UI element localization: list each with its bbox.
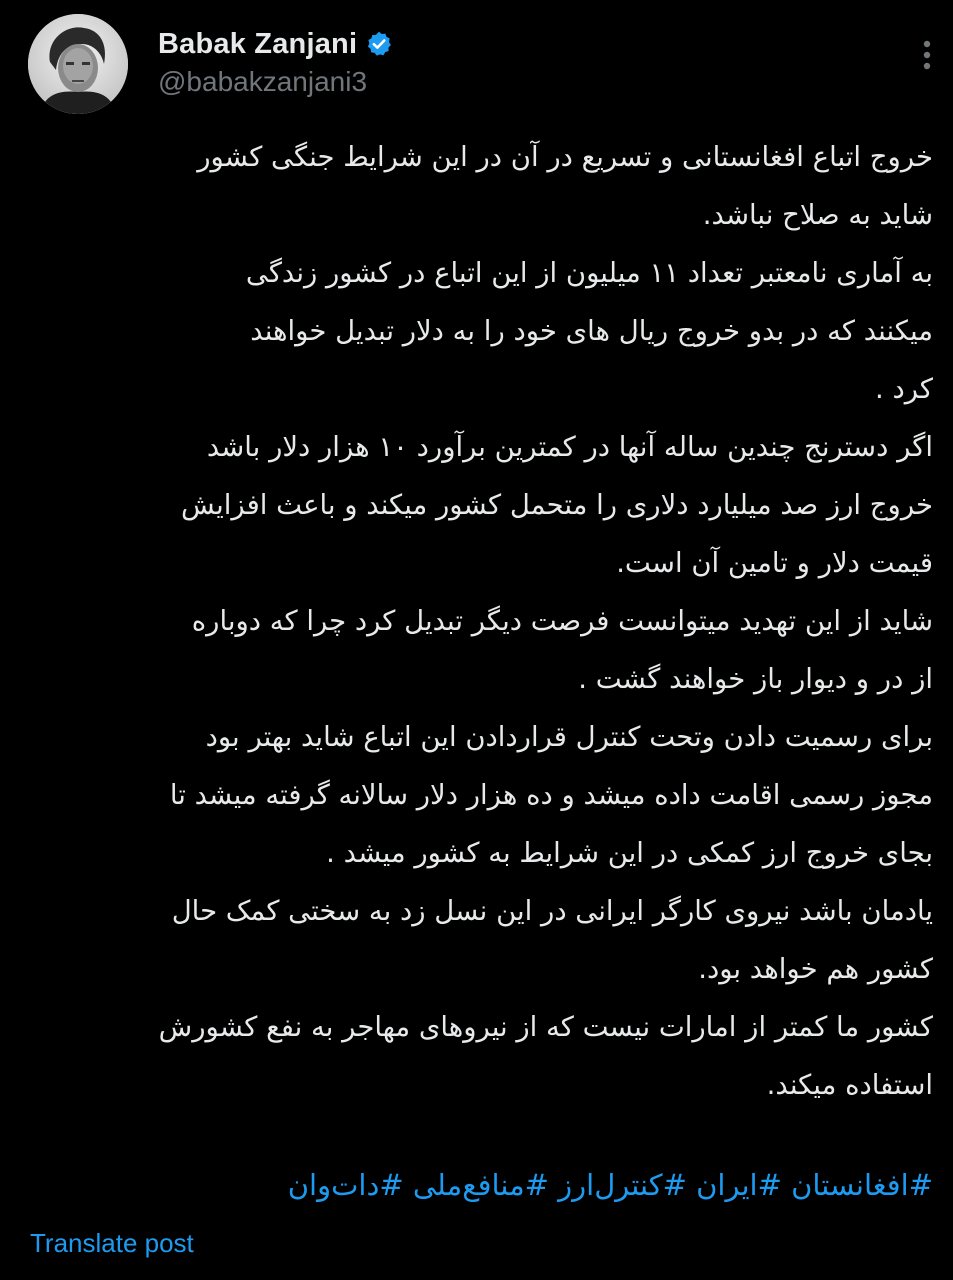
post-line: قیمت دلار و تامین آن است. [616, 547, 933, 579]
post-line: برای رسمیت دادن وتحت کنترل قراردادن این اتباع شاید بهتر بود [205, 721, 933, 753]
user-info[interactable] [158, 24, 393, 98]
display-name-row [158, 24, 393, 64]
post-line: خروج ارز صد میلیارد دلاری را متحمل کشور میکند و باعث افزایش [181, 489, 933, 521]
hashtag-link[interactable]: #ایران [696, 1168, 782, 1202]
translate-post-link[interactable]: Translate post [30, 1228, 194, 1258]
user-handle[interactable]: @babakzanjani3 [158, 66, 368, 97]
post-line: اگر دسترنج چندین ساله آنها در کمترین برآورد ۱۰ هزار دلار باشد [206, 431, 933, 463]
hashtag-link[interactable]: #منافع‌ملی [412, 1168, 549, 1202]
post-line: بجای خروج ارز کمکی در این شرایط به کشور میشد . [326, 837, 933, 869]
post-line: شاید به صلاح نباشد. [702, 199, 933, 231]
avatar-photo [28, 14, 128, 114]
post-line: کشور ما کمتر از امارات نیست که از نیروهای مهاجر به نفع کشورش [158, 1011, 933, 1043]
post-line: استفاده میکند. [766, 1069, 933, 1101]
post-line: کشور هم خواهد بود. [698, 953, 933, 985]
post-line: یادمان باشد نیروی کارگر ایرانی در این نسل زد به سختی کمک حال [171, 895, 933, 927]
hashtag-link[interactable]: #کنترل‌ارز [558, 1168, 687, 1202]
post-line: شاید از این تهدید میتوانست فرصت دیگر تبدیل کرد چرا که دوباره [191, 605, 933, 637]
hashtag-list [20, 1156, 933, 1214]
post-text [20, 128, 933, 1114]
post-line: از در و دیوار باز خواهند گشت . [578, 663, 933, 695]
post-line: مجوز رسمی اقامت داده میشد و ده هزار دلار سالانه گرفته میشد تا [169, 779, 933, 811]
post-line: کرد . [875, 373, 933, 405]
post-header [28, 14, 940, 114]
display-name[interactable]: Babak Zanjani [158, 27, 358, 60]
post-line: خروج اتباع افغانستانی و تسریع در آن در این شرایط جنگی کشور [197, 141, 933, 173]
avatar[interactable] [28, 14, 128, 114]
post-line: به آماری نامعتبر تعداد ۱۱ میلیون از این اتباع در کشور زندگی [245, 257, 933, 289]
post-line: میکنند که در بدو خروج ریال های خود را به دلار تبدیل خواهند [250, 315, 933, 347]
hashtag-link[interactable]: #افغانستان [791, 1168, 933, 1202]
hashtag-link[interactable]: #دات‌وان [287, 1168, 404, 1202]
verified-badge-icon [365, 30, 393, 58]
more-vertical-icon[interactable] [920, 38, 934, 72]
